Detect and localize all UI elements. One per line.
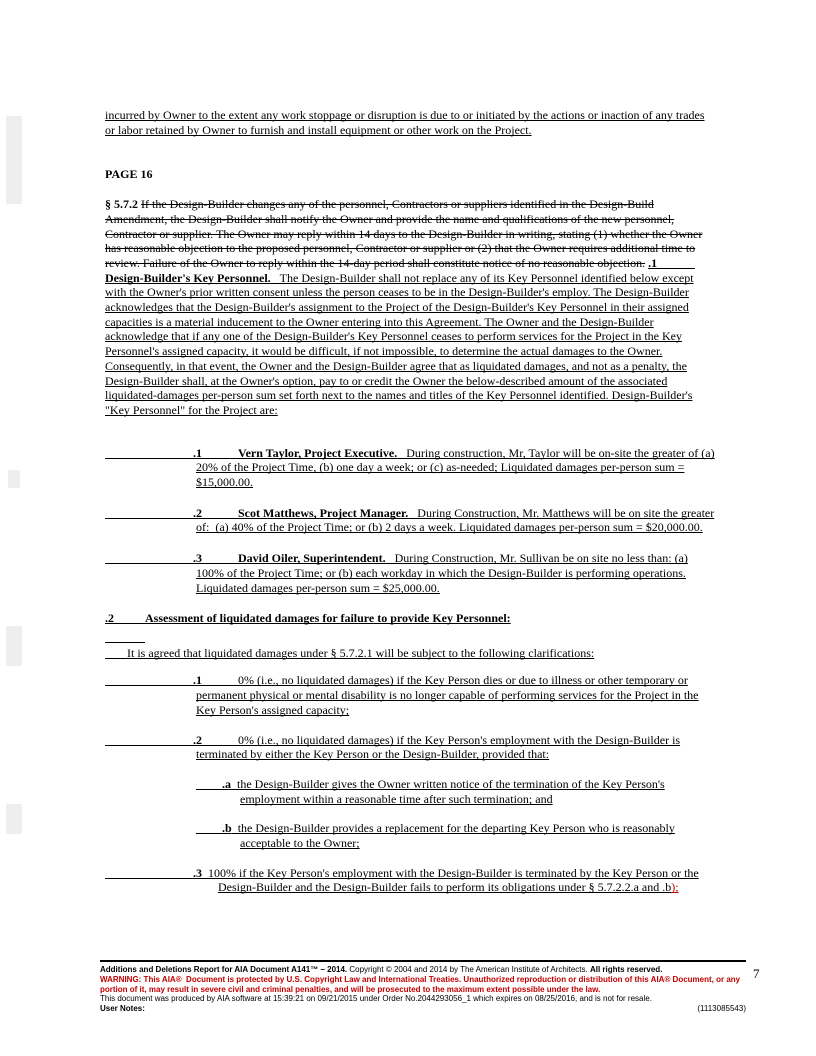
inserted-tab-underline <box>202 563 238 564</box>
text-run: Design-Builder's Key Personnel. <box>105 270 271 285</box>
footer-user-notes-row <box>100 1004 746 1014</box>
text-run: Scot Matthews, Project Manager. <box>238 505 409 520</box>
footer-copyright-line <box>100 965 746 975</box>
text-run: the Design-Builder gives the Owner written notice of the termination of the Key Person's employment within a reasonable time after such termination; and <box>237 776 665 806</box>
page16-heading: PAGE 16 <box>105 167 153 182</box>
footer-warning-line <box>100 975 746 995</box>
inserted-tab-underline <box>196 833 222 834</box>
text-run: .3 <box>193 551 202 566</box>
section-5-7-2-2-heading <box>105 611 715 626</box>
clarification-item-2 <box>105 733 715 762</box>
key-personnel-item-2 <box>105 506 715 535</box>
section-5-7-2-paragraph <box>105 197 715 418</box>
text-run: .b <box>222 821 232 836</box>
clarifications-lead-in <box>105 646 715 661</box>
text-run: The Design-Builder shall not replace any of its Key Personnel identified below except with the Owner's prior written consent unless the person ceases to be in the Design-Builder's employ. The Design-Builder acknowledges that the Design-Builder's assignment to the Project of the Design-Builder's Key Personnel in their assigned capacities is a material inducement to the Owner entering into this Agreement. The Owner and the Design-Builder acknowledge that if any one of the Design-Builder's Key Personnel ceases to perform services for the Project in the Key Personnel's assigned capacity, it would be difficult, if not impossible, to determine the actual damages to the Owner. Consequently, in that event, the Owner and the Design-Builder agree that as liquidated damages, and not as a penalty, the Design-Builder shall, at the Owner's option, pay to or credit the Owner the below-described amount of the associated liquidated-damages per-person sum set forth next to the names and titles of the Key Personnel identified. Design-Builder's "Key Personnel" for the Project are: <box>105 270 694 417</box>
inserted-tab-underline <box>202 518 238 519</box>
scan-artifact <box>6 804 22 834</box>
text-run: .a <box>222 776 231 791</box>
inserted-tab-underline <box>105 878 193 879</box>
text-run: WARNING: This AIA® Document is protected by U.S. Copyright Law and International Treaties. Unauthorized reproduction or distribution of this AIA® Document, or any portion of it, may result in severe civil and criminal penalties, and will be prosecuted to the maximum extent possible under the law. <box>100 974 741 994</box>
inserted-tab-underline <box>105 745 193 746</box>
inserted-tab-underline <box>114 623 145 624</box>
text-run: All rights reserved. <box>589 965 663 974</box>
page-footer <box>100 960 746 1014</box>
text-run: Assessment of liquidated damages for failure to provide Key Personnel: <box>145 611 511 626</box>
clarification-item-2b <box>105 821 715 850</box>
text-run: ); <box>671 880 679 895</box>
text-run: .1 <box>193 673 202 688</box>
inserted-tab-underline <box>202 745 238 746</box>
inserted-tab-underline <box>105 458 193 459</box>
footer-produced-line: This document was produced by AIA software at 15:39:21 on 09/21/2015 under Order No.2044293056_1 which expires on 08/25/2016, and is not for resale. <box>100 994 652 1004</box>
inserted-tab-underline <box>196 789 222 790</box>
text-run: It is agreed that liquidated damages under § 5.7.2.1 will be subject to the following clarifications: <box>127 645 595 660</box>
text-run: Vern Taylor, Project Executive. <box>238 445 398 460</box>
text-run: During Construction, Mr. Matthews will be on site the greater of: (a) 40% of the Project Time; or (b) 2 days a week. Liquidated damages per-person sum = $20,000.00. <box>196 505 715 535</box>
text-run: During construction, Mr, Taylor will be on-site the greater of (a) 20% of the Project Time, (b) one day a week; or (c) as-needed; Liquidated damages per-person sum = $15,000.00. <box>196 445 715 490</box>
key-personnel-item-1 <box>105 446 715 490</box>
inserted-tab-underline <box>202 458 238 459</box>
inserted-tab-underline <box>105 685 193 686</box>
user-notes-label: User Notes: <box>100 1004 145 1014</box>
scan-artifact <box>8 470 20 488</box>
inserted-tab-underline <box>657 268 695 269</box>
text-run: .2 <box>193 505 202 520</box>
text-run: .1 <box>648 255 658 270</box>
scan-artifact <box>6 116 22 204</box>
text-run: .2 <box>193 732 202 747</box>
key-personnel-item-3 <box>105 551 715 595</box>
inserted-tab-underline <box>105 642 145 643</box>
inserted-tab-underline <box>105 658 127 659</box>
text-run: If the Design-Builder changes any of the personnel, Contractors or suppliers identified in the Design-Build Amendment, the Design-Builder shall notify the Owner and provide the name and qualifications of the new personnel, Contractor or supplier. The Owner may reply within 14 days to the Design-Builder in writing, stating (1) whether the Owner has reasonable objection to the proposed personnel, Contractor or supplier or (2) that the Owner requires additional time to review. Failure of the Owner to reply within the 14-day period shall constitute notice of no reasonable objection. <box>105 197 703 270</box>
text-run: Additions and Deletions Report for AIA Document A141™ – 2014. <box>100 965 348 974</box>
document-ref-number: (1113085543) <box>697 1004 746 1014</box>
text-run: the Design-Builder provides a replacement for the departing Key Person who is reasonably acceptable to the Owner; <box>237 821 675 851</box>
scan-artifact <box>6 626 22 666</box>
inserted-blank-underline <box>105 630 715 645</box>
text-run: 0% (i.e., no liquidated damages) if the Key Person's employment with the Design-Builder is terminated by either the Key Person or the Design-Builder, provided that: <box>196 732 681 762</box>
text-run: During Construction, Mr. Sullivan be on site no less than: (a) 100% of the Project Time; or (b) each workday in which the Design-Builder is performing operations. Liquidated damages per-person sum = $25,000.00. <box>196 551 688 595</box>
text-run: 100% if the Key Person's employment with the Design-Builder is terminated by the Key Person or the Design-Builder and the Design-Builder fails to perform its obligations under § 5.7.2.2.a and .b <box>202 865 699 895</box>
inserted-tab-underline <box>105 518 193 519</box>
text-run: .2 <box>105 611 114 626</box>
document-body <box>105 108 715 895</box>
clarification-item-3 <box>105 866 715 895</box>
clarification-item-2a <box>105 777 715 806</box>
text-run: .1 <box>193 445 202 460</box>
inserted-clause-continuation <box>105 108 715 137</box>
page-number: 7 <box>753 966 760 981</box>
inserted-tab-underline <box>202 685 238 686</box>
clarification-item-1 <box>105 673 715 717</box>
text-run: Copyright © 2004 and 2014 by The American Institute of Architects. <box>347 965 590 974</box>
text-run: David Oiler, Superintendent. <box>238 551 386 566</box>
text-run: § 5.7.2 <box>105 197 141 212</box>
text-run: incurred by Owner to the extent any work stoppage or disruption is due to or initiated by the actions or inaction of any trades or labor retained by Owner to furnish and install equipment or other work on the Project. <box>105 108 705 137</box>
text-run: .3 <box>193 865 202 880</box>
text-run: 0% (i.e., no liquidated damages) if the Key Person dies or due to illness or other temporary or permanent physical or mental disability is no longer capable of performing services for the Project in the Key Person's assigned capacity; <box>196 673 699 717</box>
inserted-tab-underline <box>105 563 193 564</box>
